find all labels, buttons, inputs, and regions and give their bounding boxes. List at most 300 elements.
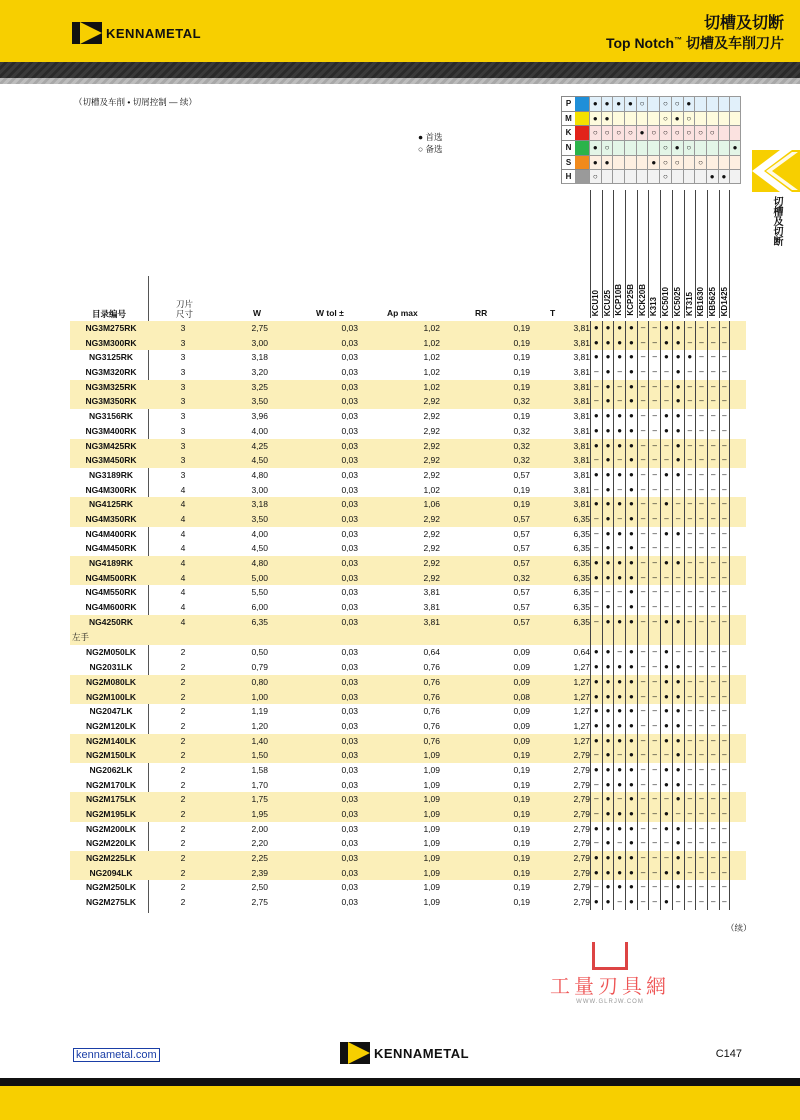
grade-mark: – [684,321,696,336]
product-title: Top Notch™ 切槽及车削刀片 [605,35,784,51]
grade-mark: – [648,895,660,910]
table-row [70,660,746,675]
table-row [70,719,746,734]
table-row [70,439,746,454]
width-tolerance: 0,03 [341,558,358,568]
table-row [70,497,746,512]
grade-mark: – [590,748,602,763]
material-mark: ○ [671,155,683,170]
insert-size: 3 [180,381,186,392]
width-value: 1,75 [251,794,268,805]
corner-radius: 0,57 [513,469,530,480]
col-t: T [550,308,556,318]
grade-mark: – [637,350,649,365]
grade-marks [590,483,730,498]
grade-mark: ● [672,763,684,778]
grade-mark: ● [602,778,614,793]
ap-max-value: 1,09 [423,750,440,761]
grade-mark: – [707,556,719,571]
catalog-number: NG2M250LK [85,882,137,893]
thickness-value: 1,27 [573,735,590,746]
grade-mark: – [707,541,719,556]
grade-marks [590,321,730,336]
grade-mark: ● [602,704,614,719]
grade-mark: – [684,541,696,556]
catalog-number: 左手 [72,632,90,643]
width-tolerance: 0,03 [341,750,358,761]
table-row [70,645,746,660]
grade-mark: – [684,690,696,705]
material-color-swatch [575,140,589,155]
catalog-number: NG4M300RK [85,484,137,495]
grade-mark: – [695,585,707,600]
grade-mark: – [719,836,731,851]
ap-max-value: 1,02 [423,352,440,363]
grade-mark: ● [672,615,684,630]
grade-marks [590,645,730,660]
width-tolerance: 0,03 [341,323,358,333]
grade-mark: – [695,866,707,881]
grade-mark: – [672,585,684,600]
material-mark: ● [729,140,741,155]
width-value: 2,50 [251,882,268,893]
width-value: 5,00 [251,572,268,583]
material-color-swatch [575,169,589,184]
grade-mark: ● [625,424,637,439]
grade-mark: – [695,527,707,542]
grade-mark: ● [672,468,684,483]
grade-mark: – [684,600,696,615]
grade-mark: – [660,880,672,895]
catalog-number: NG2M170LK [85,779,137,790]
grade-mark: – [613,748,625,763]
catalog-number: NG2M220LK [85,838,137,849]
grade-mark: – [684,424,696,439]
width-value: 1,95 [251,809,268,819]
corner-radius: 0,19 [513,882,530,893]
catalog-number: NG2031LK [89,662,133,673]
width-tolerance: 0,03 [341,897,358,908]
material-mark: ○ [589,125,601,140]
ap-max-value: 2,92 [423,396,440,407]
grade-mark: – [672,512,684,527]
ap-max-value: 1,02 [423,484,440,495]
ap-max-value: 1,09 [423,809,440,819]
grade-header [602,190,614,318]
grade-mark: – [648,615,660,630]
grade-mark: ● [602,763,614,778]
grade-mark: – [707,336,719,351]
grade-mark: – [637,527,649,542]
grade-mark: – [684,734,696,749]
grade-mark: ● [625,645,637,660]
grade-mark: – [719,822,731,837]
thickness-value: 3,81 [573,337,590,348]
grade-mark: ● [625,380,637,395]
insert-table [70,321,746,910]
ap-max-value: 2,92 [423,543,440,554]
corner-radius: 0,09 [513,662,530,673]
width-tolerance: 0,03 [341,616,358,627]
col-size-line1: 刀片 [176,299,194,309]
material-mark [624,140,636,155]
grade-mark: ● [602,468,614,483]
header-stripe-gray [0,78,800,84]
material-mark [694,140,706,155]
thickness-value: 1,27 [573,676,590,687]
grade-mark: – [707,822,719,837]
width-value: 2,39 [251,867,268,878]
corner-radius: 0,57 [513,587,530,598]
width-tolerance: 0,03 [341,543,358,554]
grade-mark: – [684,571,696,586]
grade-mark: – [695,660,707,675]
corner-radius: 0,19 [513,764,530,775]
grade-marks [590,792,730,807]
grade-marks [590,600,730,615]
grade-marks [590,719,730,734]
catalog-number: NG3M425RK [85,440,137,451]
grade-mark: – [684,497,696,512]
grade-mark: – [719,527,731,542]
grade-mark: ● [660,866,672,881]
material-mark [601,169,613,184]
grade-mark: – [613,512,625,527]
grade-mark: – [613,380,625,395]
grade-marks [590,556,730,571]
grade-mark: – [695,822,707,837]
corner-radius: 0,19 [513,794,530,805]
material-mark [647,169,659,184]
material-mark: ● [671,111,683,126]
material-mark: ● [718,169,730,184]
table-row [70,336,746,351]
ap-max-value: 1,06 [423,499,440,510]
grade-mark: ● [602,365,614,380]
grade-mark: – [637,851,649,866]
thickness-value: 1,27 [573,691,590,702]
width-tolerance: 0,03 [341,587,358,598]
grade-mark: – [707,424,719,439]
grade-header [684,190,696,318]
grade-mark: – [590,527,602,542]
corner-radius: 0,19 [513,352,530,363]
width-value: 0,80 [251,676,268,687]
material-mark: ● [647,155,659,170]
thickness-value: 3,81 [573,469,590,480]
grade-mark: – [637,822,649,837]
grade-mark: – [695,763,707,778]
grade-mark: – [695,394,707,409]
grade-mark: – [637,321,649,336]
width-value: 0,50 [251,647,268,658]
table-row [70,541,746,556]
grade-mark: – [590,792,602,807]
grade-mark: – [637,748,649,763]
grade-marks [590,748,730,763]
footer-logo [340,1042,469,1064]
ap-max-value: 2,92 [423,528,440,539]
grade-mark: – [660,541,672,556]
material-mark [612,140,624,155]
grade-mark: – [719,763,731,778]
grade-mark: ● [613,719,625,734]
grade-mark: ● [660,822,672,837]
material-mark [694,96,706,111]
grade-marks [590,763,730,778]
grade-mark [648,629,660,645]
grade-mark: – [637,675,649,690]
material-mark: ○ [659,125,671,140]
grade-marks [590,336,730,351]
grade-mark: – [684,453,696,468]
grade-mark: ● [625,571,637,586]
material-letter: M [561,111,575,126]
grade-mark: – [707,380,719,395]
grade-mark: – [637,645,649,660]
website-link[interactable]: kennametal.com [73,1048,160,1062]
ap-max-value: 2,92 [423,572,440,583]
grade-mark: ● [660,719,672,734]
grade-mark [637,629,649,645]
insert-size: 2 [180,662,186,673]
table-row [70,704,746,719]
grade-mark: – [684,660,696,675]
material-mark: ○ [612,125,624,140]
table-row [70,350,746,365]
width-tolerance: 0,03 [341,455,358,466]
ap-max-value: 0,76 [423,706,440,717]
catalog-number: NG2047LK [89,706,133,717]
side-tab [752,150,800,192]
insert-size: 2 [180,779,186,790]
grade-mark: ● [602,336,614,351]
grade-mark: – [719,439,731,454]
table-row [70,748,746,763]
width-value: 1,40 [251,735,268,746]
ap-max-value: 2,92 [423,440,440,451]
grade-mark: – [707,763,719,778]
grade-mark: ● [602,690,614,705]
material-letter: P [561,96,575,111]
grade-mark: – [590,836,602,851]
grade-mark: – [719,734,731,749]
material-mark: ● [636,125,648,140]
footer-logo-text: KENNAMETAL [374,1045,470,1061]
catalog-number: NG2M200LK [85,823,137,834]
width-value: 3,20 [251,367,268,378]
table-row [70,866,746,881]
grade-mark [613,629,625,645]
grade-marks [590,424,730,439]
footer-band [0,1086,800,1120]
grade-label: KB5625 [707,286,717,316]
grade-mark: – [707,453,719,468]
insert-size: 2 [180,750,186,761]
insert-size: 3 [180,469,186,480]
grade-mark: ● [590,336,602,351]
insert-size: 4 [180,543,186,554]
grade-marks [590,734,730,749]
grade-mark: – [672,483,684,498]
width-value: 1,20 [251,720,268,731]
grade-mark: ● [625,321,637,336]
grade-mark: – [648,807,660,822]
material-mark [624,111,636,126]
grade-label: KCP10B [614,284,624,316]
grade-mark: – [719,675,731,690]
width-value: 6,00 [251,602,268,613]
material-mark [636,155,648,170]
thickness-value: 2,79 [573,897,590,908]
grade-mark: – [590,365,602,380]
grade-header [707,190,719,318]
grade-mark: – [613,394,625,409]
ap-max-value: 3,81 [423,602,440,613]
grade-mark: – [707,527,719,542]
thickness-value: 3,81 [573,499,590,510]
grade-mark: – [695,321,707,336]
grade-marks [590,527,730,542]
grade-mark: – [684,380,696,395]
table-row [70,365,746,380]
thickness-value: 3,81 [573,396,590,407]
grade-mark: – [590,541,602,556]
grade-mark: – [637,365,649,380]
ap-max-value: 1,09 [423,897,440,908]
grade-mark: – [719,615,731,630]
grade-mark: ● [672,453,684,468]
footer-stripe-dark [0,1078,800,1086]
grade-mark: – [648,866,660,881]
ap-max-value: 1,09 [423,764,440,775]
grade-mark: ● [602,350,614,365]
grade-marks [590,571,730,586]
grade-mark: – [637,880,649,895]
insert-size: 2 [180,735,186,746]
grade-mark: – [637,895,649,910]
width-value: 3,00 [251,337,268,348]
grade-mark: – [695,424,707,439]
grade-mark: – [695,350,707,365]
grade-mark: ● [590,734,602,749]
table-row [70,571,746,586]
catalog-number: NG2M050LK [85,647,137,658]
grade-mark: – [648,350,660,365]
grade-mark: – [684,822,696,837]
catalog-number: NG3125RK [89,352,133,363]
table-row [70,556,746,571]
grade-mark: ● [590,468,602,483]
grade-mark: ● [613,497,625,512]
thickness-value: 6,35 [573,528,590,539]
grade-mark: – [590,453,602,468]
table-row [70,822,746,837]
material-mark: ● [612,96,624,111]
legend-preferred: ● 首选 [418,132,443,142]
width-value: 3,50 [251,396,268,407]
ap-max-value: 1,09 [423,779,440,790]
grade-mark: ● [602,453,614,468]
material-mark: ○ [601,125,613,140]
grade-mark: – [707,851,719,866]
grade-mark: ● [613,763,625,778]
grade-mark: ● [602,866,614,881]
width-tolerance: 0,03 [341,513,358,524]
grade-mark: – [684,763,696,778]
material-mark [683,155,695,170]
thickness-value: 2,79 [573,750,590,761]
grade-mark: – [660,365,672,380]
grade-label: KD1425 [719,286,729,316]
grade-mark: – [684,585,696,600]
corner-radius: 0,57 [513,602,530,613]
grade-mark: ● [625,866,637,881]
grade-mark: – [590,600,602,615]
width-tolerance: 0,03 [341,794,358,805]
insert-size: 3 [180,440,186,451]
grade-marks [590,836,730,851]
thickness-value: 1,27 [573,720,590,731]
grade-mark: – [719,541,731,556]
grade-mark: – [707,321,719,336]
grade-mark [684,629,696,645]
grade-mark: – [684,468,696,483]
width-tolerance: 0,03 [341,867,358,878]
grade-mark: – [719,424,731,439]
grade-mark: ● [602,807,614,822]
corner-radius: 0,32 [513,455,530,466]
catalog-number: NG4M550RK [85,587,137,598]
grade-mark: – [660,600,672,615]
grade-mark: – [695,365,707,380]
grade-mark: – [719,895,731,910]
corner-radius: 0,19 [513,779,530,790]
grade-mark: ● [672,439,684,454]
width-tolerance: 0,03 [341,838,358,849]
width-tolerance: 0,03 [341,823,358,834]
thickness-value: 3,81 [573,455,590,466]
corner-radius: 0,57 [513,543,530,554]
k-logo-icon [72,22,102,44]
table-row [70,763,746,778]
grade-label: KCU25 [602,289,612,316]
thickness-value: 2,79 [573,794,590,805]
legend-alternate: ○ 备选 [418,144,443,154]
grade-mark: ● [590,556,602,571]
ap-max-value: 1,02 [423,323,440,333]
catalog-number: NG2094LK [89,867,133,878]
width-value: 1,70 [251,779,268,790]
grade-mark: – [719,350,731,365]
grade-label: KCU10 [591,289,600,316]
grade-mark: ● [613,734,625,749]
watermark-url: WWW.GLRJW.COM [576,999,644,1005]
grade-mark: – [695,512,707,527]
grade-mark: – [637,807,649,822]
grade-label: KCP25B [626,284,636,316]
grade-mark: ● [602,734,614,749]
grade-mark: – [719,600,731,615]
corner-radius: 0,19 [513,337,530,348]
grade-mark: ● [602,792,614,807]
insert-size: 4 [180,587,186,598]
grade-mark: – [648,660,660,675]
grade-mark: – [648,336,660,351]
grade-mark: – [707,571,719,586]
grade-mark: ● [672,409,684,424]
width-tolerance: 0,03 [341,352,358,363]
